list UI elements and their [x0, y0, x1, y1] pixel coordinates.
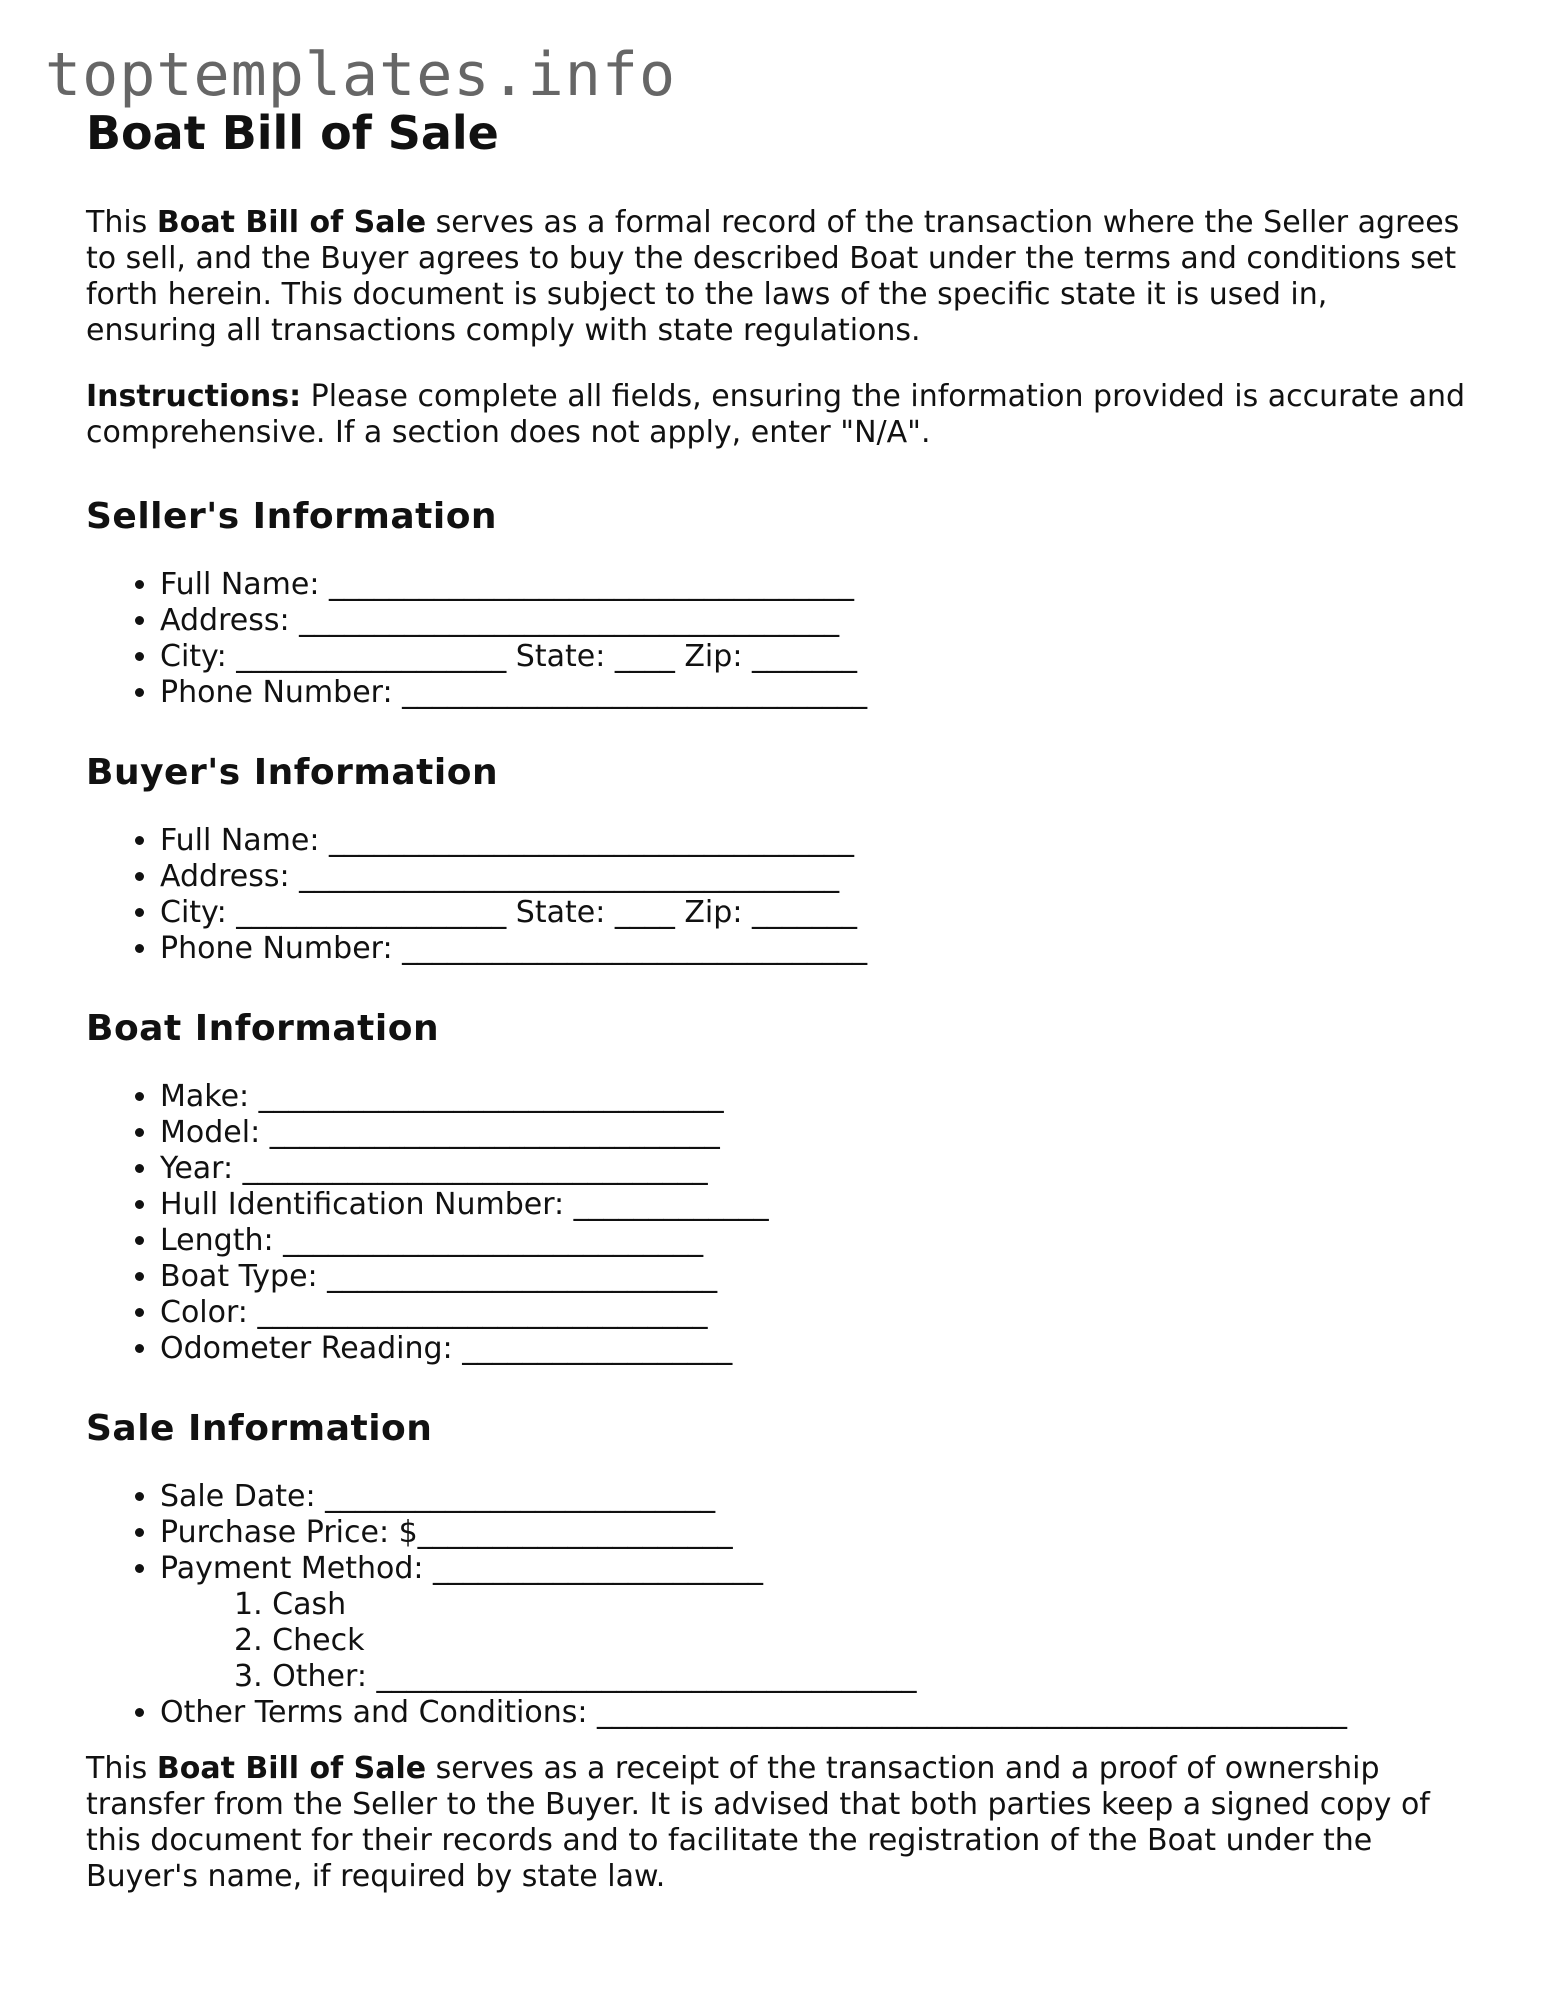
- payment-options-list: [160, 1587, 1466, 1695]
- sale-date-field[interactable]: • Sale Date: __________________________: [160, 1479, 1466, 1515]
- seller-phone-field[interactable]: • Phone Number: _______________________________: [160, 675, 1466, 711]
- closing-bold: Boat Bill of Sale: [156, 1751, 427, 1786]
- sale-list: [86, 1479, 1466, 1731]
- intro-text: serves as a formal record of the transaction where the Seller agrees to sell, and the Buyer agrees to buy the described Boat under the terms and conditions set forth herein. This document is subject to the laws of the specific state it is used in, ensuring all transactions comply with state regulations.: [86, 205, 1460, 348]
- payment-method-field[interactable]: Payment Method: ______________________: [160, 1551, 764, 1586]
- boat-heading: Boat Information: [86, 1008, 440, 1049]
- other-terms-field[interactable]: • Other Terms and Conditions: __________________________________________________: [160, 1695, 1466, 1731]
- buyer-phone-field[interactable]: • Phone Number: _______________________________: [160, 931, 1466, 967]
- intro-bold: Boat Bill of Sale: [156, 205, 427, 240]
- buyer-full-name-field[interactable]: • Full Name: ___________________________________: [160, 823, 1466, 859]
- buyer-heading: Buyer's Information: [86, 752, 499, 793]
- boat-model-field[interactable]: • Model: ______________________________: [160, 1115, 1466, 1151]
- buyer-address-field[interactable]: • Address: ____________________________________: [160, 859, 1466, 895]
- payment-option-cash[interactable]: 1. Cash: [234, 1587, 347, 1622]
- sale-heading: Sale Information: [86, 1408, 433, 1449]
- document-title: Boat Bill of Sale: [86, 106, 499, 160]
- payment-method-item: [160, 1551, 1466, 1695]
- watermark: toptemplates.info: [45, 40, 677, 110]
- document-body: [86, 105, 1466, 1895]
- buyer-list: [86, 823, 1466, 967]
- payment-option-other[interactable]: 3. Other: ____________________________________: [234, 1659, 917, 1694]
- payment-option-check[interactable]: 2. Check: [234, 1623, 365, 1658]
- seller-address-field[interactable]: • Address: ____________________________________: [160, 603, 1466, 639]
- instructions-paragraph: [86, 379, 1466, 451]
- seller-list: [86, 567, 1466, 711]
- boat-hin-field[interactable]: • Hull Identification Number: _____________: [160, 1187, 1466, 1223]
- purchase-price-field[interactable]: • Purchase Price: $_____________________: [160, 1515, 1466, 1551]
- boat-color-field[interactable]: • Color: ______________________________: [160, 1295, 1466, 1331]
- closing-text: serves as a receipt of the transaction and a proof of ownership transfer from the Seller to the Buyer. It is advised that both parties keep a signed copy of this document for their records and to facilitate the registration of the Boat under the Buyer's name, if required by state law.: [86, 1751, 1430, 1894]
- seller-city-state-zip-field[interactable]: • City: __________________ State: ____ Zip: _______: [160, 639, 1466, 675]
- instructions-label: Instructions:: [86, 379, 302, 414]
- boat-year-field[interactable]: • Year: _______________________________: [160, 1151, 1466, 1187]
- intro-prefix: This: [86, 205, 157, 240]
- seller-heading: Seller's Information: [86, 496, 498, 537]
- seller-full-name-field[interactable]: • Full Name: ___________________________________: [160, 567, 1466, 603]
- boat-make-field[interactable]: • Make: _______________________________: [160, 1079, 1466, 1115]
- boat-odometer-field[interactable]: • Odometer Reading: __________________: [160, 1331, 1466, 1367]
- instructions-text: Please complete all fields, ensuring the information provided is accurate and comprehensive. If a section does not apply, enter "N/A".: [86, 379, 1466, 450]
- boat-type-field[interactable]: • Boat Type: __________________________: [160, 1259, 1466, 1295]
- closing-paragraph: [86, 1751, 1466, 1895]
- intro-paragraph: [86, 205, 1466, 349]
- boat-list: [86, 1079, 1466, 1367]
- closing-prefix: This: [86, 1751, 157, 1786]
- buyer-city-state-zip-field[interactable]: • City: __________________ State: ____ Zip: _______: [160, 895, 1466, 931]
- boat-length-field[interactable]: • Length: ____________________________: [160, 1223, 1466, 1259]
